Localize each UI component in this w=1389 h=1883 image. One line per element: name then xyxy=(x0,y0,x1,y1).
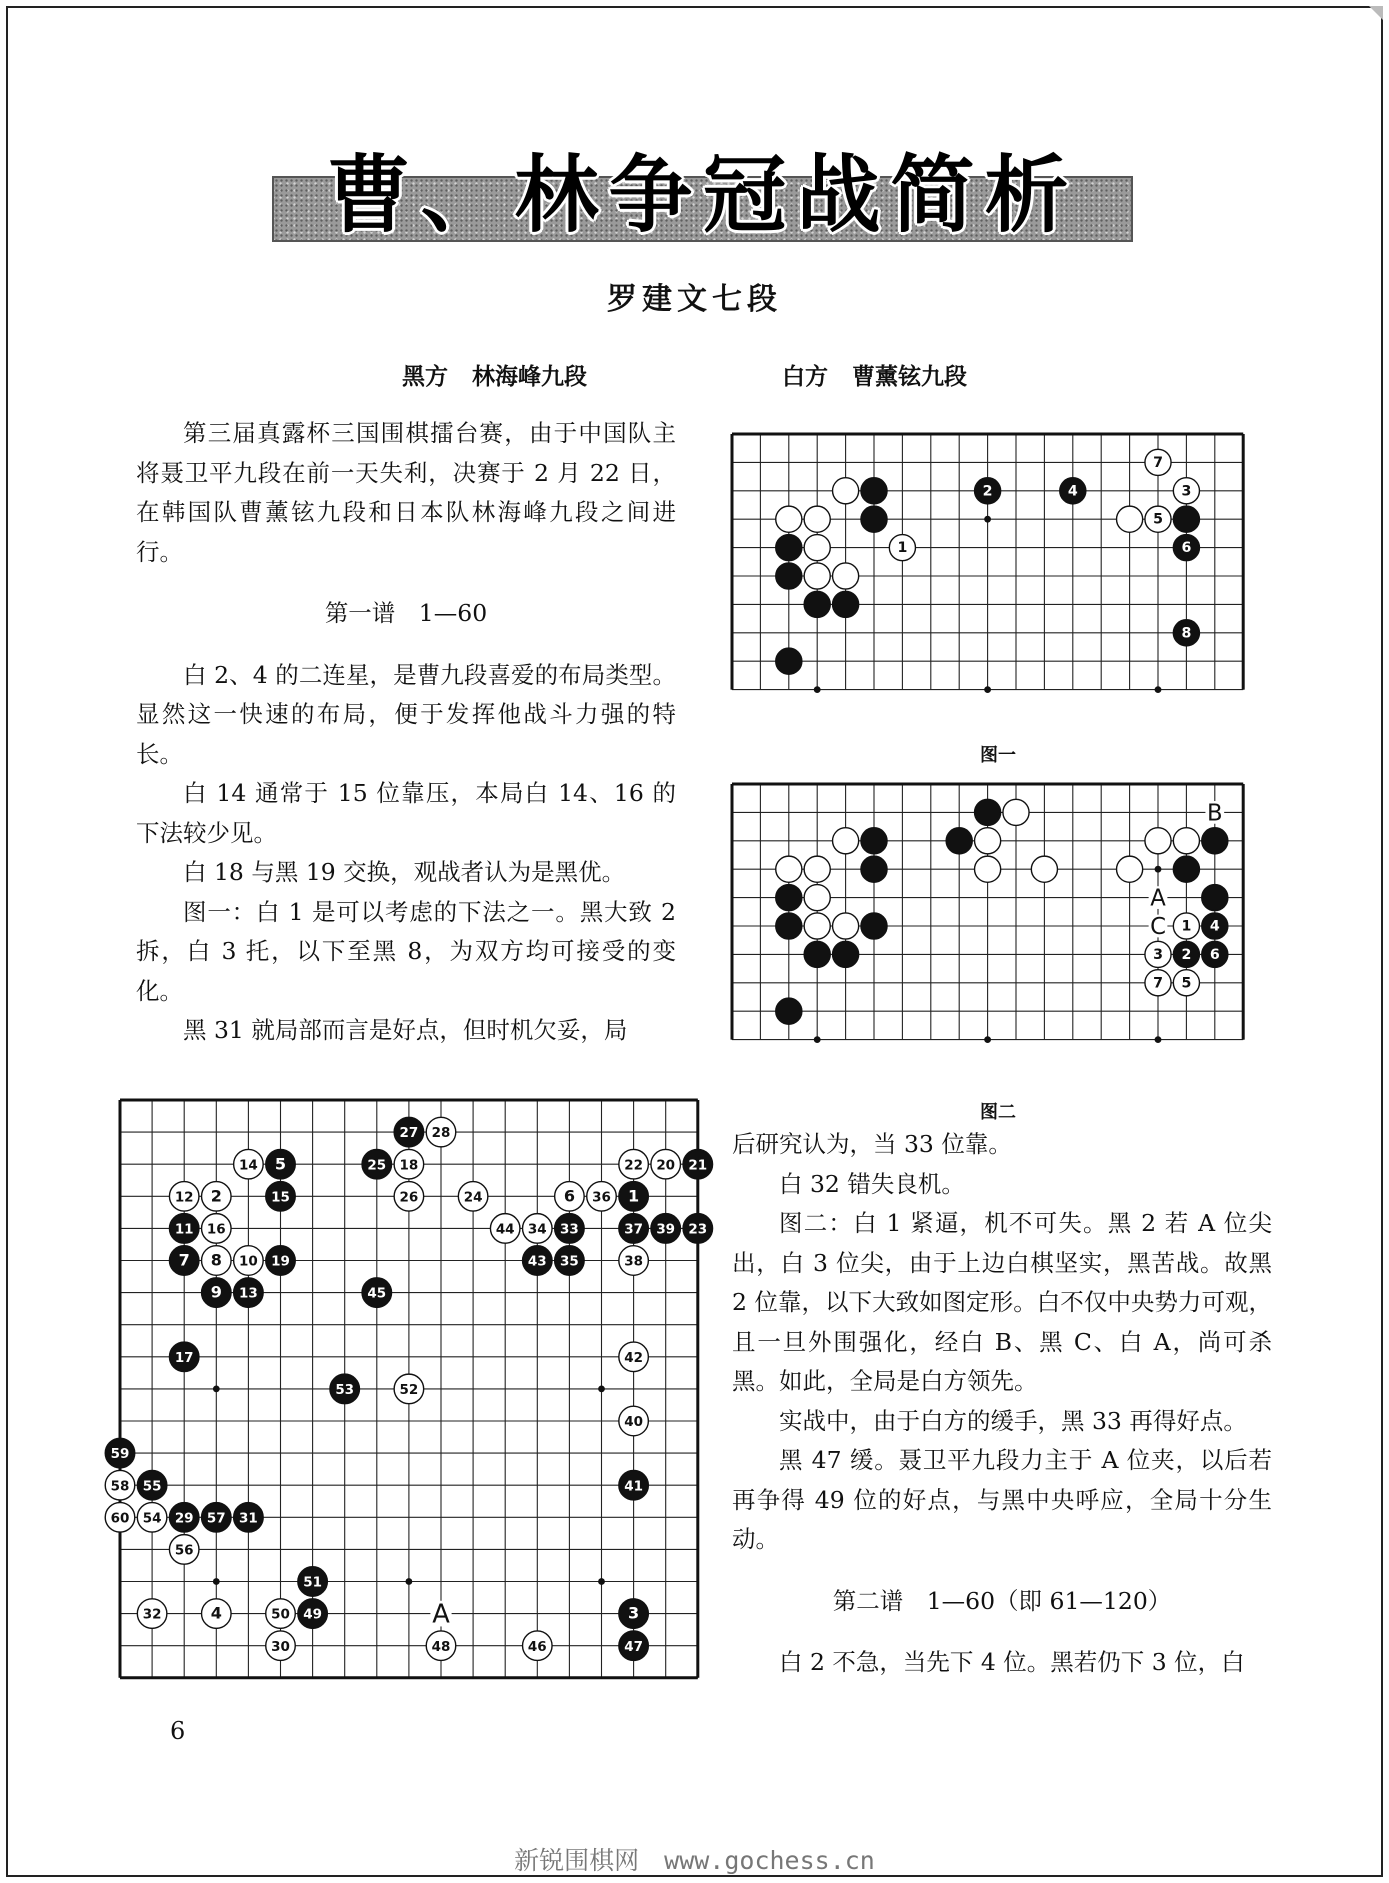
white-stone xyxy=(804,856,830,882)
black-stone xyxy=(1202,885,1228,911)
white-stone xyxy=(804,535,830,561)
star-point xyxy=(406,1578,413,1585)
black-stone xyxy=(975,799,1001,825)
move-number: 40 xyxy=(624,1414,643,1431)
move-number: 8 xyxy=(210,1250,222,1270)
star-point xyxy=(984,686,991,693)
left-text-column xyxy=(136,414,676,1051)
move-number: 51 xyxy=(303,1574,322,1591)
move-number: 39 xyxy=(656,1221,676,1238)
site-watermark: 新锐围棋网 www.gochess.cn xyxy=(514,1846,875,1875)
move-number: 49 xyxy=(303,1606,322,1623)
move-number: 33 xyxy=(560,1221,579,1238)
white-stone xyxy=(804,563,830,589)
move-number: 21 xyxy=(688,1157,708,1174)
move-number: 45 xyxy=(367,1285,387,1302)
move-number: 7 xyxy=(178,1250,190,1270)
black-stone xyxy=(776,998,802,1024)
move-number: 56 xyxy=(174,1542,194,1559)
move-number: 12 xyxy=(174,1189,194,1206)
black-stone xyxy=(776,563,802,589)
white-stone xyxy=(1117,506,1143,532)
paragraph: 白 2 不急，当先下 4 位。黑若仍下 3 位，白 xyxy=(779,1648,1245,1676)
black-side-label: 黑方 xyxy=(402,364,448,390)
white-stone xyxy=(833,563,859,589)
move-number: 26 xyxy=(399,1189,419,1206)
move-number: 5 xyxy=(1181,975,1192,992)
move-number: 20 xyxy=(656,1157,676,1174)
section-heading: 第一谱 1—60 xyxy=(324,599,488,627)
move-number: 27 xyxy=(399,1125,419,1142)
move-number: 48 xyxy=(431,1638,451,1655)
move-number: 6 xyxy=(563,1186,575,1206)
star-point xyxy=(984,516,991,523)
paragraph: 白 18 与黑 19 交换，观战者认为是黑优。 xyxy=(183,858,626,886)
black-stone xyxy=(1173,506,1199,532)
move-number: 34 xyxy=(527,1221,547,1238)
move-number: 3 xyxy=(1153,946,1163,963)
black-stone xyxy=(776,648,802,674)
move-number: 55 xyxy=(142,1478,162,1495)
move-number: 42 xyxy=(624,1349,643,1366)
white-stone xyxy=(975,856,1001,882)
black-player xyxy=(402,358,587,391)
section-heading: 第二谱 1—60（即 61—120） xyxy=(832,1586,1172,1615)
move-number: 44 xyxy=(495,1221,515,1238)
move-number: 8 xyxy=(1181,625,1192,642)
star-point xyxy=(1155,866,1162,873)
figure-2-caption: 图二 xyxy=(980,1102,1016,1123)
move-number: 52 xyxy=(399,1382,419,1399)
white-stone xyxy=(1003,799,1029,825)
move-number: 2 xyxy=(1181,946,1192,963)
move-number: 3 xyxy=(628,1603,640,1623)
black-stone xyxy=(861,913,887,939)
star-point xyxy=(984,1036,991,1043)
move-number: 10 xyxy=(239,1253,258,1270)
black-stone xyxy=(776,535,802,561)
move-number: 7 xyxy=(1153,454,1163,471)
paragraph: 第三届真露杯三国围棋擂台赛，由于中国队主将聂卫平九段在前一天失利，决赛于 2 月 22 日，在韩国队曹薰铉九段和日本队林海峰九段之间进行。 xyxy=(136,419,676,566)
black-stone xyxy=(833,591,859,617)
move-number: 54 xyxy=(142,1510,162,1527)
black-player-name: 林海峰九段 xyxy=(472,364,587,390)
figure-1-diagram xyxy=(732,434,1262,704)
black-stone xyxy=(804,591,830,617)
move-number: 6 xyxy=(1181,540,1192,557)
move-number: 16 xyxy=(206,1221,226,1238)
page-number: 6 xyxy=(170,1717,186,1745)
move-number: 50 xyxy=(271,1606,290,1623)
move-number: 47 xyxy=(624,1638,643,1655)
move-number: 2 xyxy=(210,1186,222,1206)
white-stone xyxy=(975,828,1001,854)
star-point xyxy=(1155,1036,1162,1043)
position-label: B xyxy=(1207,800,1223,827)
move-number: 7 xyxy=(1153,975,1163,992)
move-number: 1 xyxy=(897,540,908,557)
move-number: 28 xyxy=(431,1125,451,1142)
black-stone xyxy=(776,913,802,939)
move-number: 1 xyxy=(1181,918,1192,935)
move-number: 15 xyxy=(271,1189,290,1206)
white-stone xyxy=(804,885,830,911)
move-number: 53 xyxy=(335,1382,355,1399)
page-corner-fold xyxy=(1369,6,1383,20)
paragraph: 图二：白 1 紧逼，机不可失。黑 2 若 A 位尖出，白 3 位尖，由于上边白棋坚实，黑苦战。故黑 2 位靠，以下大致如图定形。白不仅中央势力可观，且一旦外围强化，经白 B、黑 C、白 A，尚可杀黑。如此，全局是白方领先。 xyxy=(732,1209,1272,1395)
white-stone xyxy=(833,913,859,939)
figure-2-diagram xyxy=(732,784,1262,1054)
move-number: 4 xyxy=(210,1603,222,1623)
article-title: 曹、林争冠战简析 xyxy=(326,146,1079,244)
star-point xyxy=(814,686,821,693)
move-number: 29 xyxy=(174,1510,194,1527)
white-stone xyxy=(776,856,802,882)
article-author: 罗建文七段 xyxy=(607,282,782,317)
star-point xyxy=(598,1386,605,1393)
move-number: 1 xyxy=(628,1186,640,1206)
paragraph-continued: 后研究认为，当 33 位靠。 xyxy=(732,1130,1012,1158)
move-number: 11 xyxy=(174,1221,194,1238)
move-number: 41 xyxy=(624,1478,643,1495)
move-number: 9 xyxy=(210,1282,222,1302)
black-stone xyxy=(833,941,859,967)
move-number: 46 xyxy=(527,1638,547,1655)
white-stone xyxy=(1117,856,1143,882)
black-stone xyxy=(776,885,802,911)
move-number: 35 xyxy=(560,1253,579,1270)
move-number: 23 xyxy=(688,1221,708,1238)
white-stone xyxy=(804,913,830,939)
paragraph: 白 14 通常于 15 位靠压，本局白 14、16 的下法较少见。 xyxy=(136,779,676,847)
white-stone xyxy=(776,506,802,532)
star-point xyxy=(814,1036,821,1043)
paragraph: 黑 31 就局部而言是好点，但时机欠妥，局 xyxy=(183,1016,628,1044)
right-text-column xyxy=(732,1125,1272,1683)
white-stone xyxy=(833,478,859,504)
black-stone xyxy=(861,828,887,854)
move-number: 60 xyxy=(110,1510,130,1527)
white-player xyxy=(782,358,967,391)
paragraph: 实战中，由于白方的缓手，黑 33 再得好点。 xyxy=(779,1406,1247,1435)
black-stone xyxy=(861,506,887,532)
move-number: 31 xyxy=(239,1510,258,1527)
move-number: 24 xyxy=(463,1189,483,1206)
white-stone xyxy=(1173,828,1199,854)
move-number: 57 xyxy=(206,1510,226,1527)
move-number: 5 xyxy=(274,1154,287,1174)
move-number: 6 xyxy=(1209,946,1220,963)
star-point xyxy=(1155,686,1162,693)
paragraph: 图一：白 1 是可以考虑的下法之一。黑大致 2 拆，白 3 托，以下至黑 8，为双方均可接受的变化。 xyxy=(136,897,676,1005)
star-point xyxy=(598,1578,605,1585)
move-number: 2 xyxy=(982,483,993,500)
white-stone xyxy=(1031,856,1057,882)
move-number: 19 xyxy=(271,1253,290,1270)
move-number: 17 xyxy=(174,1349,194,1366)
white-side-label: 白方 xyxy=(782,364,828,390)
move-number: 38 xyxy=(624,1253,643,1270)
move-number: 37 xyxy=(624,1221,643,1238)
paragraph: 白 2、4 的二连星，是曹九段喜爱的布局类型。显然这一快速的布局，便于发挥他战斗力强的特长。 xyxy=(136,660,676,768)
move-number: 36 xyxy=(592,1189,611,1206)
move-number: 4 xyxy=(1209,918,1220,935)
move-number: 14 xyxy=(239,1157,258,1174)
move-number: 5 xyxy=(1153,511,1163,528)
move-number: 32 xyxy=(142,1606,162,1623)
move-number: 18 xyxy=(399,1157,419,1174)
white-stone xyxy=(833,828,859,854)
move-number: 25 xyxy=(367,1157,387,1174)
move-number: 4 xyxy=(1067,483,1078,500)
black-stone xyxy=(1173,856,1199,882)
star-point xyxy=(213,1386,220,1393)
move-number: 30 xyxy=(271,1638,290,1655)
move-number: 59 xyxy=(110,1446,130,1463)
black-stone xyxy=(1202,828,1228,854)
black-stone xyxy=(861,856,887,882)
white-player-name: 曹薰铉九段 xyxy=(852,364,967,390)
game-record-board xyxy=(110,1100,708,1675)
white-stone xyxy=(1145,828,1171,854)
position-label: A xyxy=(432,1599,450,1630)
move-number: 22 xyxy=(624,1157,643,1174)
position-label: C xyxy=(1150,913,1166,940)
move-number: 43 xyxy=(527,1253,547,1270)
black-stone xyxy=(861,478,887,504)
star-point xyxy=(213,1578,220,1585)
paragraph: 白 32 错失良机。 xyxy=(779,1169,965,1198)
position-label: A xyxy=(1150,885,1166,912)
paragraph: 黑 47 缓。聂卫平九段力主于 A 位夹，以后若再争得 49 位的好点，与黑中央呼应，全局十分生动。 xyxy=(732,1446,1272,1553)
figure-1-caption: 图一 xyxy=(980,745,1016,766)
move-number: 13 xyxy=(239,1285,258,1302)
black-stone xyxy=(946,828,972,854)
move-number: 3 xyxy=(1181,483,1192,500)
black-stone xyxy=(804,941,830,967)
move-number: 58 xyxy=(110,1478,130,1495)
white-stone xyxy=(804,506,830,532)
